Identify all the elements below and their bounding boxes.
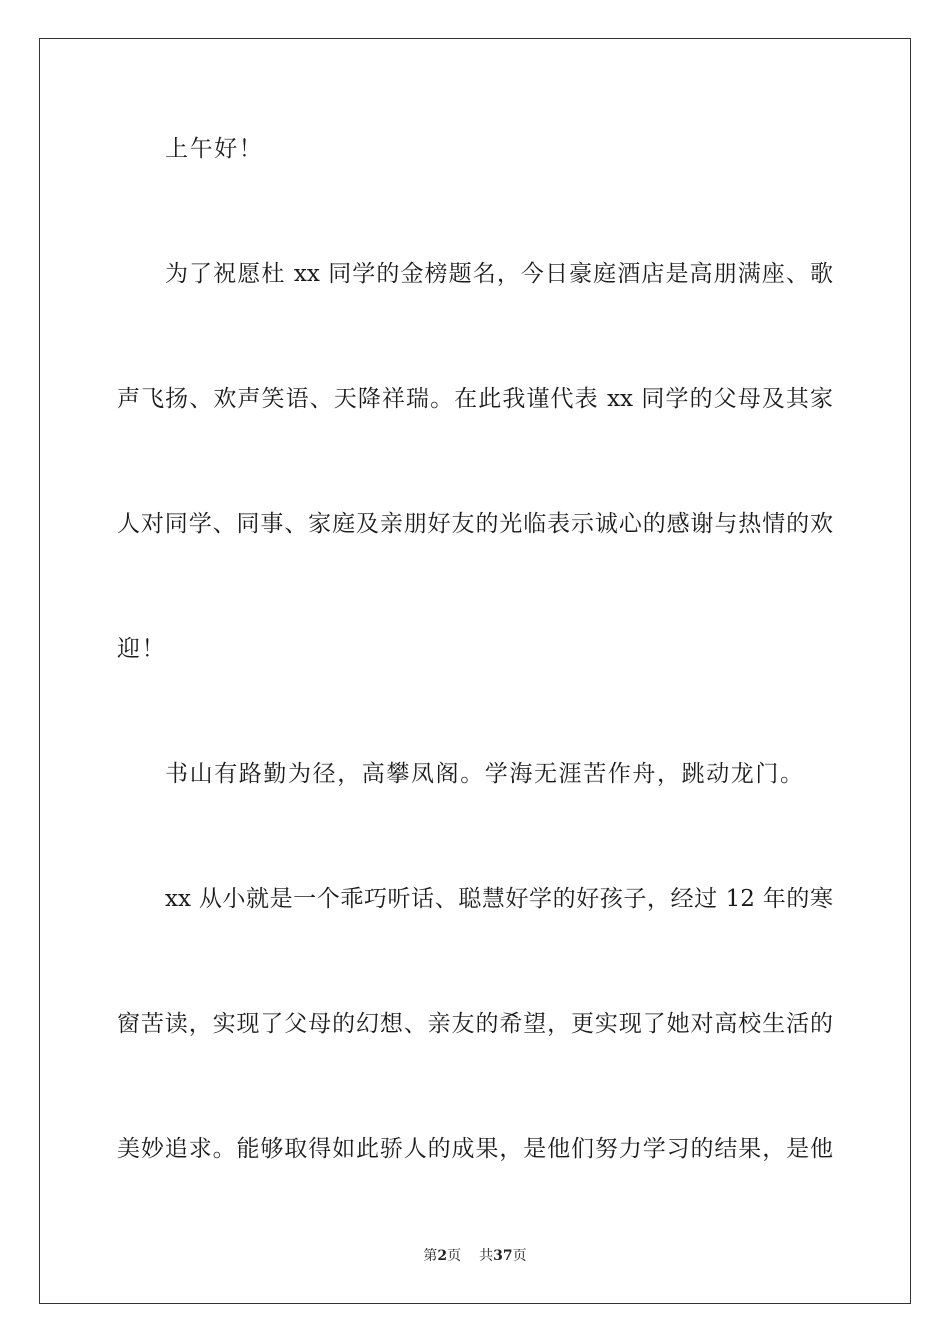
- page-suffix: 页: [447, 1248, 462, 1264]
- paragraph-1-line-3: 人对同学、同事、家庭及亲朋好友的光临表示诚心的感谢与热情的欢: [117, 511, 833, 537]
- page-footer: [0, 1246, 950, 1266]
- total-prefix: 共: [479, 1248, 494, 1264]
- page-current: 2: [437, 1248, 448, 1264]
- greeting-line: 上午好！: [165, 136, 264, 162]
- total-suffix: 页: [512, 1248, 527, 1264]
- page-border: [39, 38, 911, 1304]
- paragraph-3-line-2: 窗苦读，实现了父母的幻想、亲友的希望，更实现了她对高校生活的: [117, 1011, 833, 1037]
- paragraph-3-line-1: xx 从小就是一个乖巧听话、聪慧好学的好孩子，经过 12 年的寒: [165, 886, 833, 912]
- page-total: 37: [493, 1248, 513, 1264]
- paragraph-1-line-1: 为了祝愿杜 xx 同学的金榜题名，今日豪庭酒店是高朋满座、歌: [165, 261, 833, 287]
- page-prefix: 第: [423, 1248, 438, 1264]
- paragraph-1-line-2: 声飞扬、欢声笑语、天降祥瑞。在此我谨代表 xx 同学的父母及其家: [117, 386, 833, 412]
- paragraph-3-line-3: 美妙追求。能够取得如此骄人的成果，是他们努力学习的结果，是他: [117, 1136, 833, 1162]
- paragraph-1-line-4: 迎！: [117, 636, 167, 662]
- paragraph-2-line-1: 书山有路勤为径，高攀凤阁。学海无涯苦作舟，跳动龙门。: [165, 761, 805, 787]
